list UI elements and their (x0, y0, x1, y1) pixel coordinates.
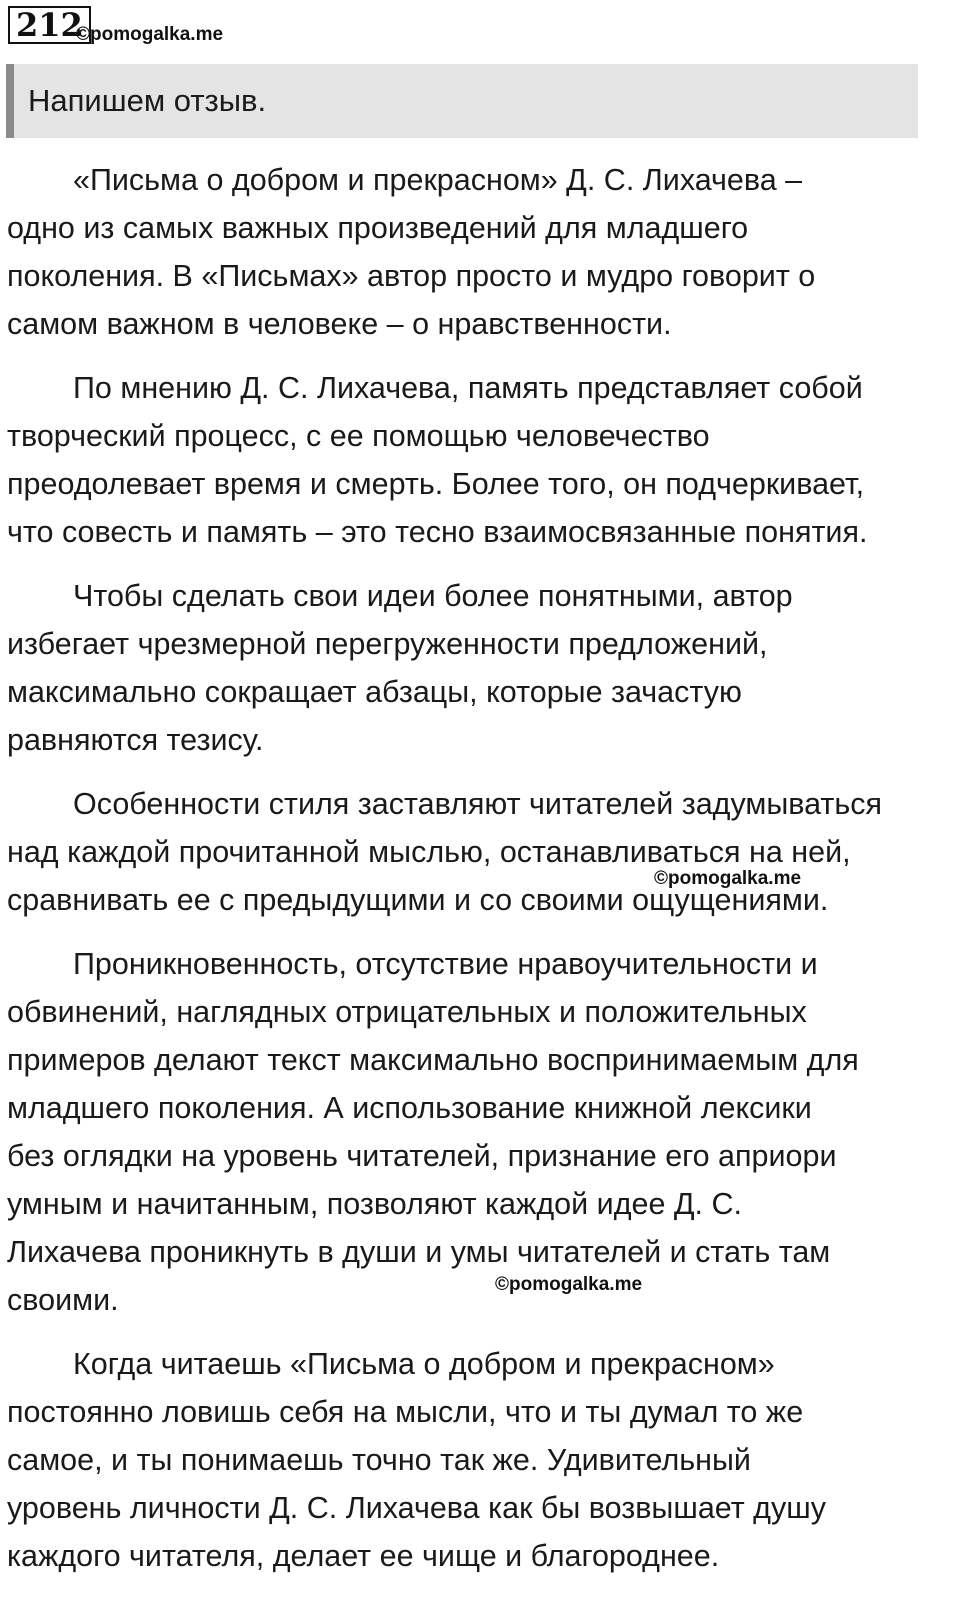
text-line: уровень личности Д. С. Лихачева как бы возвышает душу (7, 1491, 826, 1525)
watermark-middle: ©pomogalka.me (654, 868, 802, 889)
paragraph (7, 572, 937, 764)
text-line: без оглядки на уровень читателей, признание его априори (7, 1139, 837, 1173)
text-line: По мнению Д. С. Лихачева, память представляет собой (73, 371, 863, 405)
task-number-badge: 212 (8, 6, 91, 44)
text-line: каждого читателя, делает ее чище и благороднее. (7, 1539, 720, 1573)
text-line: «Письма о добром и прекрасном» Д. С. Лихачева – (73, 163, 803, 197)
paragraph (7, 940, 937, 1324)
text-line: над каждой прочитанной мыслью, останавливаться на ней, (7, 835, 851, 869)
text-line: Когда читаешь «Письма о добром и прекрасном» (73, 1347, 775, 1381)
text-line: преодолевает время и смерть. Более того, он подчеркивает, (7, 467, 865, 501)
paragraph (7, 1340, 937, 1580)
text-line: Проникновенность, отсутствие нравоучительности и (73, 947, 818, 981)
text-line: примеров делают текст максимально воспринимаемым для (7, 1043, 859, 1077)
text-line: обвинений, наглядных отрицательных и положительных (7, 995, 807, 1029)
paragraph (7, 156, 937, 348)
text-line: творческий процесс, с ее помощью человечество (7, 419, 710, 453)
text-line: младшего поколения. А использование книжной лексики (7, 1091, 812, 1125)
text-line: что совесть и память – это тесно взаимосвязанные понятия. (7, 515, 868, 549)
text-line: Лихачева проникнуть в души и умы читателей и стать там (7, 1235, 831, 1269)
intro-banner (6, 64, 918, 138)
text-line: равняются тезису. (7, 723, 264, 757)
text-line: Чтобы сделать свои идеи более понятными, автор (73, 579, 793, 613)
intro-title: Напишем отзыв. (28, 83, 267, 118)
watermark-top: ©pomogalka.me (76, 24, 224, 45)
watermark-lower: ©pomogalka.me (495, 1274, 643, 1295)
text-line: максимально сокращает абзацы, которые зачастую (7, 675, 742, 709)
text-line: Особенности стиля заставляют читателей задумываться (73, 787, 883, 821)
paragraph (7, 780, 937, 924)
text-line: постоянно ловишь себя на мысли, что и ты думал то же (7, 1395, 804, 1429)
text-line: самом важном в человеке – о нравственности. (7, 307, 672, 341)
paragraph (7, 364, 937, 556)
text-line: своими. (7, 1283, 119, 1317)
text-line: избегает чрезмерной перегруженности предложений, (7, 627, 768, 661)
text-line: самое, и ты понимаешь точно так же. Удивительный (7, 1443, 751, 1477)
text-line: умным и начитанным, позволяют каждой идее Д. С. (7, 1187, 742, 1221)
text-line: сравнивать ее с предыдущими и со своими ощущениями. (7, 883, 829, 917)
text-line: поколения. В «Письмах» автор просто и мудро говорит о (7, 259, 816, 293)
text-line: одно из самых важных произведений для младшего (7, 211, 749, 245)
